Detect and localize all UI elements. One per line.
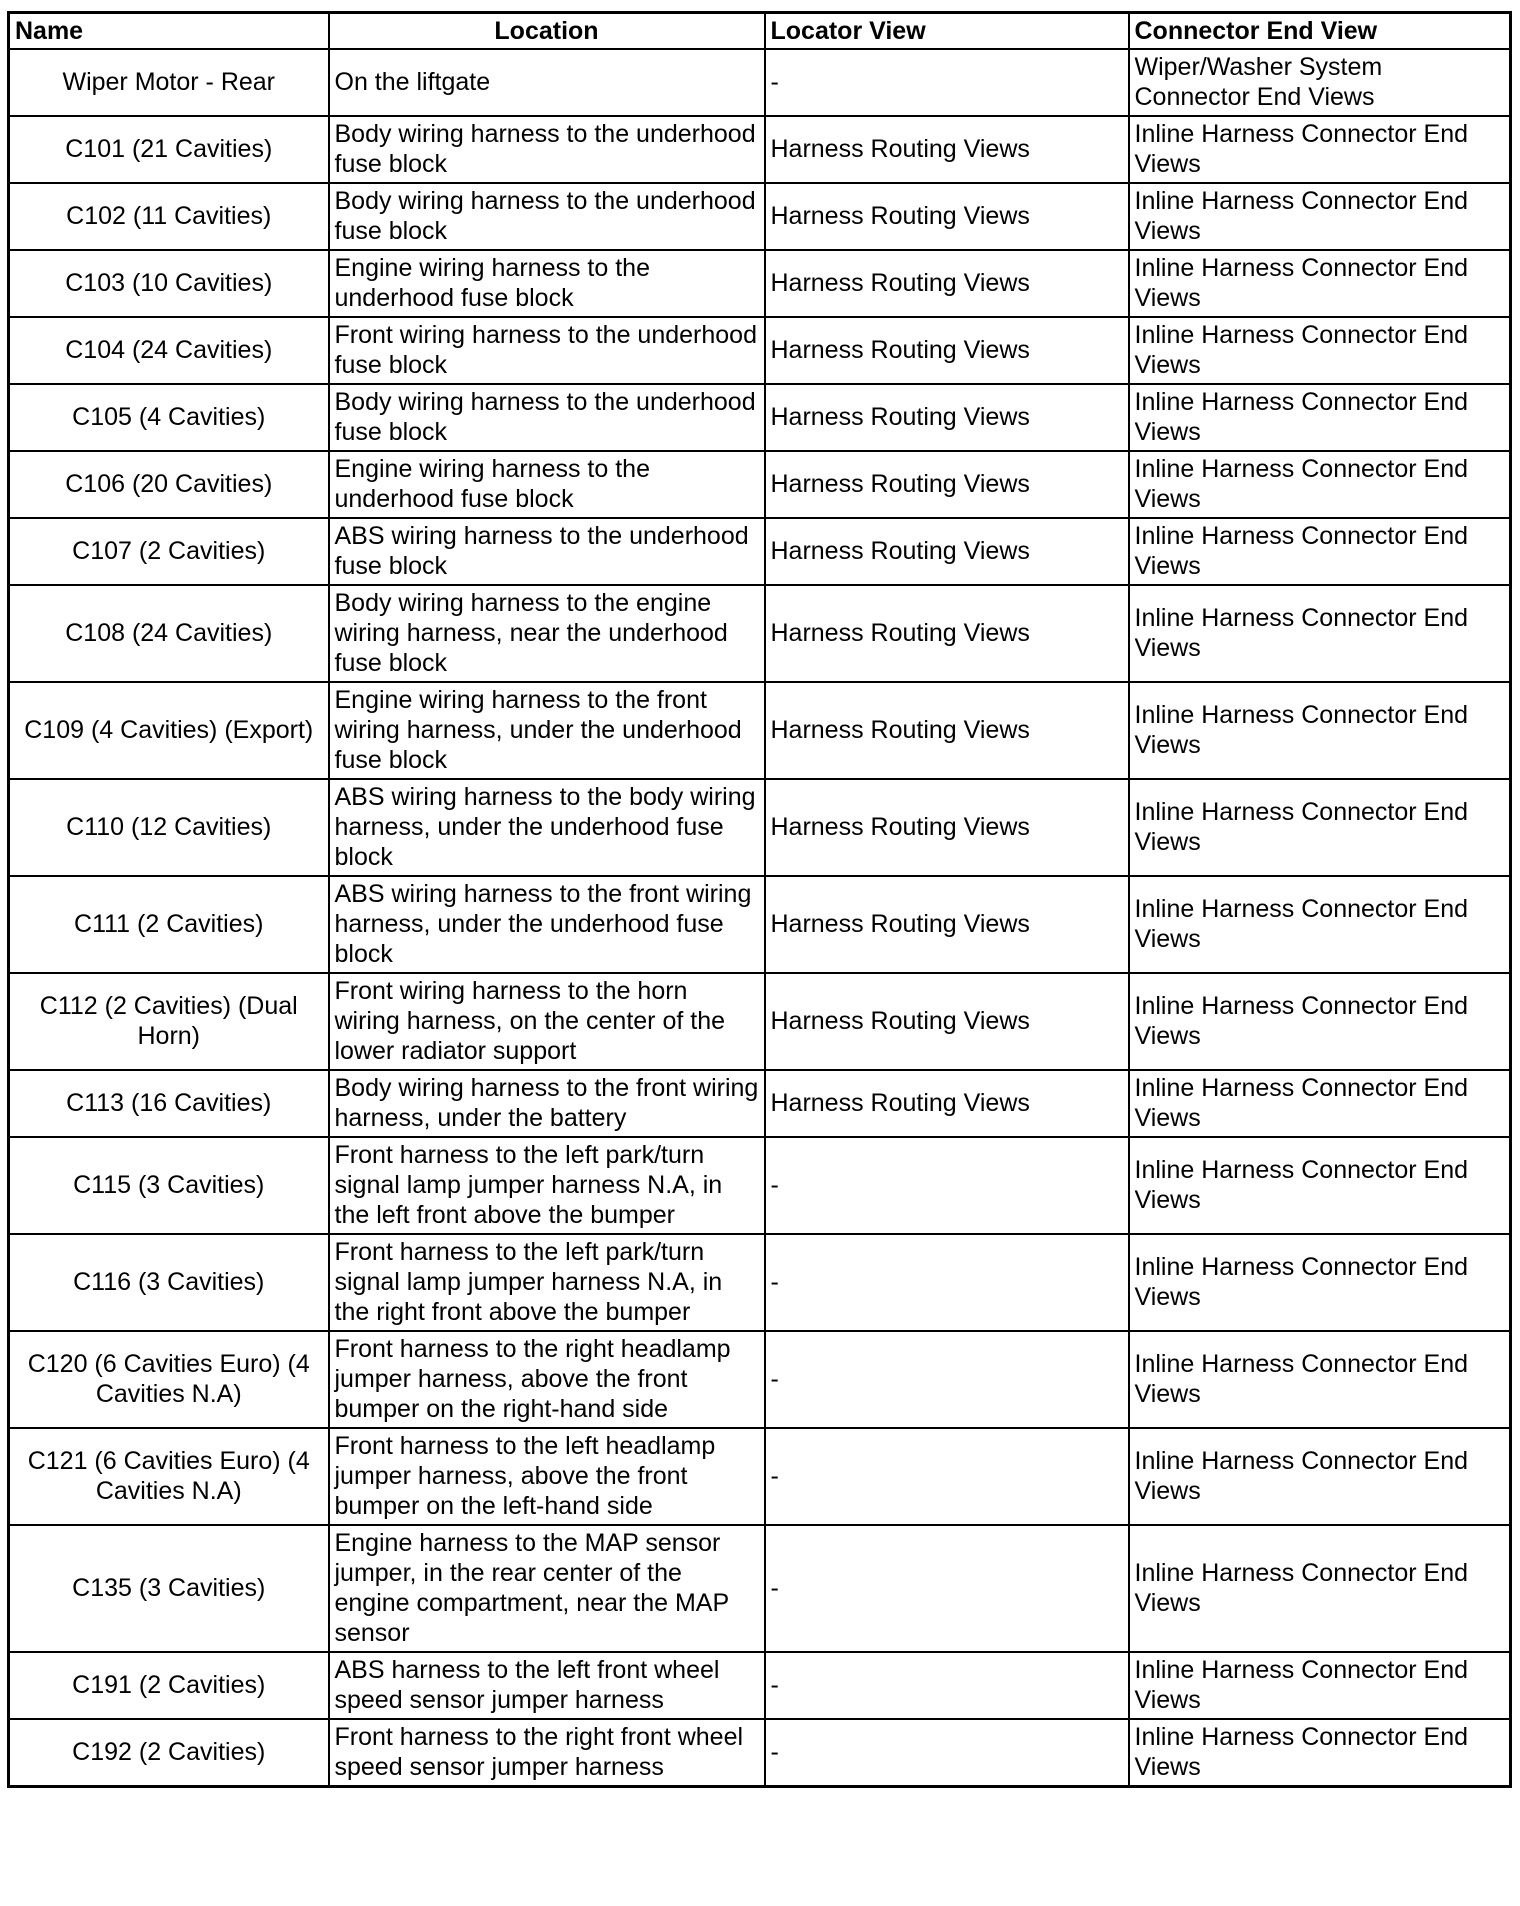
cell-connector-end-view: Inline Harness Connector End Views xyxy=(1129,1234,1511,1331)
table-row xyxy=(9,1331,1511,1428)
cell-location: Front harness to the right front wheel speed sensor jumper harness xyxy=(329,1719,765,1787)
cell-name: Wiper Motor - Rear xyxy=(9,49,329,116)
cell-location: Body wiring harness to the underhood fuse block xyxy=(329,116,765,183)
cell-locator-view: Harness Routing Views xyxy=(765,973,1129,1070)
cell-name: C103 (10 Cavities) xyxy=(9,250,329,317)
cell-name: C101 (21 Cavities) xyxy=(9,116,329,183)
table-row xyxy=(9,973,1511,1070)
table-header-row xyxy=(9,13,1511,50)
cell-location: Engine wiring harness to the front wiring harness, under the underhood fuse block xyxy=(329,682,765,779)
cell-locator-view: Harness Routing Views xyxy=(765,317,1129,384)
cell-connector-end-view: Inline Harness Connector End Views xyxy=(1129,1652,1511,1719)
cell-connector-end-view: Inline Harness Connector End Views xyxy=(1129,1525,1511,1652)
cell-locator-view: - xyxy=(765,1652,1129,1719)
header-location: Location xyxy=(329,13,765,50)
cell-location: Engine wiring harness to the underhood fuse block xyxy=(329,451,765,518)
cell-locator-view: - xyxy=(765,1331,1129,1428)
cell-connector-end-view: Inline Harness Connector End Views xyxy=(1129,1137,1511,1234)
cell-locator-view: Harness Routing Views xyxy=(765,183,1129,250)
cell-name: C135 (3 Cavities) xyxy=(9,1525,329,1652)
table-row xyxy=(9,682,1511,779)
table-row xyxy=(9,779,1511,876)
cell-location: Body wiring harness to the underhood fuse block xyxy=(329,384,765,451)
cell-connector-end-view: Inline Harness Connector End Views xyxy=(1129,183,1511,250)
table-row xyxy=(9,116,1511,183)
cell-connector-end-view: Inline Harness Connector End Views xyxy=(1129,116,1511,183)
cell-name: C116 (3 Cavities) xyxy=(9,1234,329,1331)
cell-name: C107 (2 Cavities) xyxy=(9,518,329,585)
cell-connector-end-view: Inline Harness Connector End Views xyxy=(1129,585,1511,682)
cell-name: C106 (20 Cavities) xyxy=(9,451,329,518)
cell-connector-end-view: Inline Harness Connector End Views xyxy=(1129,1070,1511,1137)
cell-locator-view: Harness Routing Views xyxy=(765,682,1129,779)
cell-location: ABS wiring harness to the front wiring harness, under the underhood fuse block xyxy=(329,876,765,973)
cell-location: Front harness to the left park/turn signal lamp jumper harness N.A, in the left front above the bumper xyxy=(329,1137,765,1234)
cell-location: Front wiring harness to the underhood fuse block xyxy=(329,317,765,384)
cell-location: ABS wiring harness to the body wiring harness, under the underhood fuse block xyxy=(329,779,765,876)
cell-name: C192 (2 Cavities) xyxy=(9,1719,329,1787)
table-row xyxy=(9,1137,1511,1234)
cell-connector-end-view: Inline Harness Connector End Views xyxy=(1129,973,1511,1070)
cell-locator-view: - xyxy=(765,1137,1129,1234)
table-row xyxy=(9,876,1511,973)
cell-name: C121 (6 Cavities Euro) (4 Cavities N.A) xyxy=(9,1428,329,1525)
cell-location: Front wiring harness to the horn wiring harness, on the center of the lower radiator support xyxy=(329,973,765,1070)
header-locator-view: Locator View xyxy=(765,13,1129,50)
cell-locator-view: Harness Routing Views xyxy=(765,1070,1129,1137)
cell-location: Engine harness to the MAP sensor jumper, in the rear center of the engine compartment, near the MAP sensor xyxy=(329,1525,765,1652)
cell-location: Front harness to the left headlamp jumper harness, above the front bumper on the left-hand side xyxy=(329,1428,765,1525)
table-row xyxy=(9,1525,1511,1652)
cell-connector-end-view: Inline Harness Connector End Views xyxy=(1129,1428,1511,1525)
table-row xyxy=(9,1652,1511,1719)
table-row xyxy=(9,585,1511,682)
cell-connector-end-view: Inline Harness Connector End Views xyxy=(1129,250,1511,317)
cell-name: C113 (16 Cavities) xyxy=(9,1070,329,1137)
cell-name: C191 (2 Cavities) xyxy=(9,1652,329,1719)
cell-locator-view: - xyxy=(765,49,1129,116)
cell-name: C120 (6 Cavities Euro) (4 Cavities N.A) xyxy=(9,1331,329,1428)
cell-location: Body wiring harness to the front wiring harness, under the battery xyxy=(329,1070,765,1137)
cell-locator-view: - xyxy=(765,1719,1129,1787)
cell-location: On the liftgate xyxy=(329,49,765,116)
table-row xyxy=(9,451,1511,518)
cell-locator-view: Harness Routing Views xyxy=(765,250,1129,317)
cell-connector-end-view: Inline Harness Connector End Views xyxy=(1129,1331,1511,1428)
cell-name: C110 (12 Cavities) xyxy=(9,779,329,876)
cell-locator-view: - xyxy=(765,1428,1129,1525)
cell-locator-view: - xyxy=(765,1525,1129,1652)
cell-location: ABS harness to the left front wheel speed sensor jumper harness xyxy=(329,1652,765,1719)
cell-connector-end-view: Wiper/Washer System Connector End Views xyxy=(1129,49,1511,116)
cell-connector-end-view: Inline Harness Connector End Views xyxy=(1129,384,1511,451)
cell-connector-end-view: Inline Harness Connector End Views xyxy=(1129,682,1511,779)
cell-connector-end-view: Inline Harness Connector End Views xyxy=(1129,779,1511,876)
cell-name: C109 (4 Cavities) (Export) xyxy=(9,682,329,779)
table-row xyxy=(9,518,1511,585)
cell-locator-view: Harness Routing Views xyxy=(765,585,1129,682)
cell-locator-view: Harness Routing Views xyxy=(765,116,1129,183)
cell-locator-view: Harness Routing Views xyxy=(765,384,1129,451)
cell-locator-view: Harness Routing Views xyxy=(765,876,1129,973)
cell-location: Body wiring harness to the engine wiring harness, near the underhood fuse block xyxy=(329,585,765,682)
table-row xyxy=(9,250,1511,317)
connector-table xyxy=(7,11,1512,1788)
cell-name: C102 (11 Cavities) xyxy=(9,183,329,250)
header-connector-end-view: Connector End View xyxy=(1129,13,1511,50)
table-row xyxy=(9,49,1511,116)
cell-name: C115 (3 Cavities) xyxy=(9,1137,329,1234)
cell-connector-end-view: Inline Harness Connector End Views xyxy=(1129,518,1511,585)
cell-name: C108 (24 Cavities) xyxy=(9,585,329,682)
cell-connector-end-view: Inline Harness Connector End Views xyxy=(1129,876,1511,973)
cell-locator-view: Harness Routing Views xyxy=(765,779,1129,876)
header-name: Name xyxy=(9,13,329,50)
cell-name: C104 (24 Cavities) xyxy=(9,317,329,384)
table-row xyxy=(9,183,1511,250)
cell-location: Front harness to the right headlamp jumper harness, above the front bumper on the right-hand side xyxy=(329,1331,765,1428)
cell-location: Engine wiring harness to the underhood fuse block xyxy=(329,250,765,317)
cell-location: ABS wiring harness to the underhood fuse block xyxy=(329,518,765,585)
cell-location: Front harness to the left park/turn signal lamp jumper harness N.A, in the right front above the bumper xyxy=(329,1234,765,1331)
table-row xyxy=(9,1719,1511,1787)
cell-connector-end-view: Inline Harness Connector End Views xyxy=(1129,317,1511,384)
table-row xyxy=(9,317,1511,384)
cell-location: Body wiring harness to the underhood fuse block xyxy=(329,183,765,250)
cell-name: C112 (2 Cavities) (Dual Horn) xyxy=(9,973,329,1070)
cell-name: C105 (4 Cavities) xyxy=(9,384,329,451)
cell-locator-view: - xyxy=(765,1234,1129,1331)
cell-connector-end-view: Inline Harness Connector End Views xyxy=(1129,1719,1511,1787)
cell-name: C111 (2 Cavities) xyxy=(9,876,329,973)
table-row xyxy=(9,1234,1511,1331)
cell-locator-view: Harness Routing Views xyxy=(765,518,1129,585)
cell-connector-end-view: Inline Harness Connector End Views xyxy=(1129,451,1511,518)
table-row xyxy=(9,1070,1511,1137)
table-row xyxy=(9,384,1511,451)
cell-locator-view: Harness Routing Views xyxy=(765,451,1129,518)
table-row xyxy=(9,1428,1511,1525)
